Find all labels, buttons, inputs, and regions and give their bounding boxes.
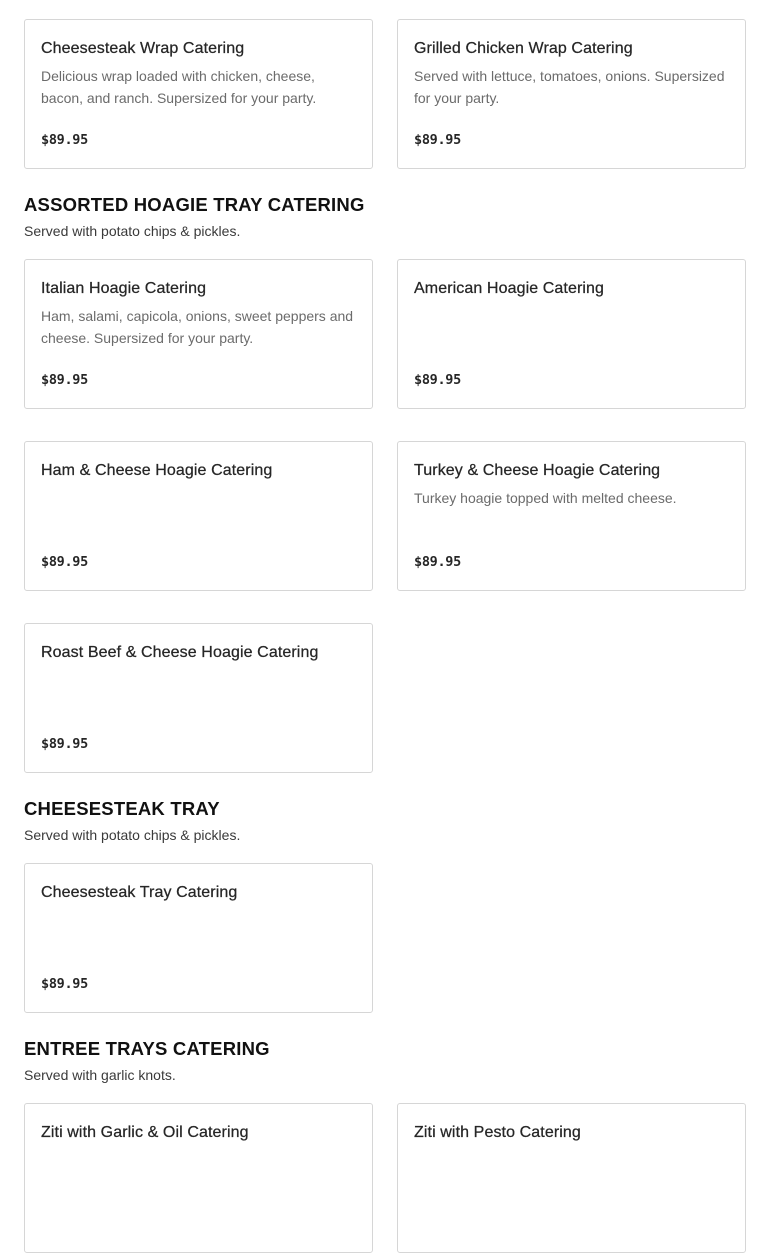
section-subtitle: Served with garlic knots. <box>24 1067 176 1083</box>
menu-item-card[interactable] <box>397 259 746 409</box>
menu-item-price: $89.95 <box>41 976 88 992</box>
menu-item-name: Ham & Cheese Hoagie Catering <box>41 462 273 479</box>
menu-item-card[interactable] <box>397 441 746 591</box>
menu-item-price: $89.95 <box>414 554 461 570</box>
menu-item-name: Cheesesteak Tray Catering <box>41 884 238 901</box>
section-title: ENTREE TRAYS CATERING <box>24 1038 270 1059</box>
menu-item-card[interactable] <box>24 623 373 773</box>
menu-item-name: Ziti with Garlic & Oil Catering <box>41 1124 249 1141</box>
menu-item-name: Ziti with Pesto Catering <box>414 1124 581 1141</box>
menu-item-card[interactable] <box>24 441 373 591</box>
menu-item-name: Grilled Chicken Wrap Catering <box>414 40 633 57</box>
menu-item-price: $89.95 <box>41 132 88 148</box>
menu-item-card[interactable] <box>24 19 373 169</box>
menu-item-price: $89.95 <box>414 132 461 148</box>
menu-item-description: Ham, salami, capicola, onions, sweet peppers and cheese. Supersized for your party. <box>41 308 354 346</box>
menu-item-name: Cheesesteak Wrap Catering <box>41 40 245 57</box>
section-title: ASSORTED HOAGIE TRAY CATERING <box>24 194 365 215</box>
section-subtitle: Served with potato chips & pickles. <box>24 827 241 843</box>
menu-item-name: American Hoagie Catering <box>414 280 605 297</box>
section-title: CHEESESTEAK TRAY <box>24 798 220 819</box>
section-subtitle: Served with potato chips & pickles. <box>24 223 241 239</box>
menu-item-card[interactable] <box>24 259 373 409</box>
menu-item-card[interactable] <box>24 1103 373 1253</box>
menu-item-name: Turkey & Cheese Hoagie Catering <box>414 462 661 479</box>
menu-item-description: Served with lettuce, tomatoes, onions. Supersized for your party. <box>414 68 725 106</box>
menu-item-name: Italian Hoagie Catering <box>41 280 207 297</box>
menu-item-name: Roast Beef & Cheese Hoagie Catering <box>41 644 319 661</box>
menu-item-price: $89.95 <box>414 372 461 388</box>
menu-item-description: Delicious wrap loaded with chicken, cheese, bacon, and ranch. Supersized for your party. <box>41 68 317 106</box>
menu-item-price: $89.95 <box>41 372 88 388</box>
menu-item-card[interactable] <box>397 1103 746 1253</box>
menu-item-price: $89.95 <box>41 554 88 570</box>
menu-item-card[interactable] <box>397 19 746 169</box>
menu-item-card[interactable] <box>24 863 373 1013</box>
menu-item-description: Turkey hoagie topped with melted cheese. <box>414 490 677 506</box>
menu-item-price: $89.95 <box>41 736 88 752</box>
